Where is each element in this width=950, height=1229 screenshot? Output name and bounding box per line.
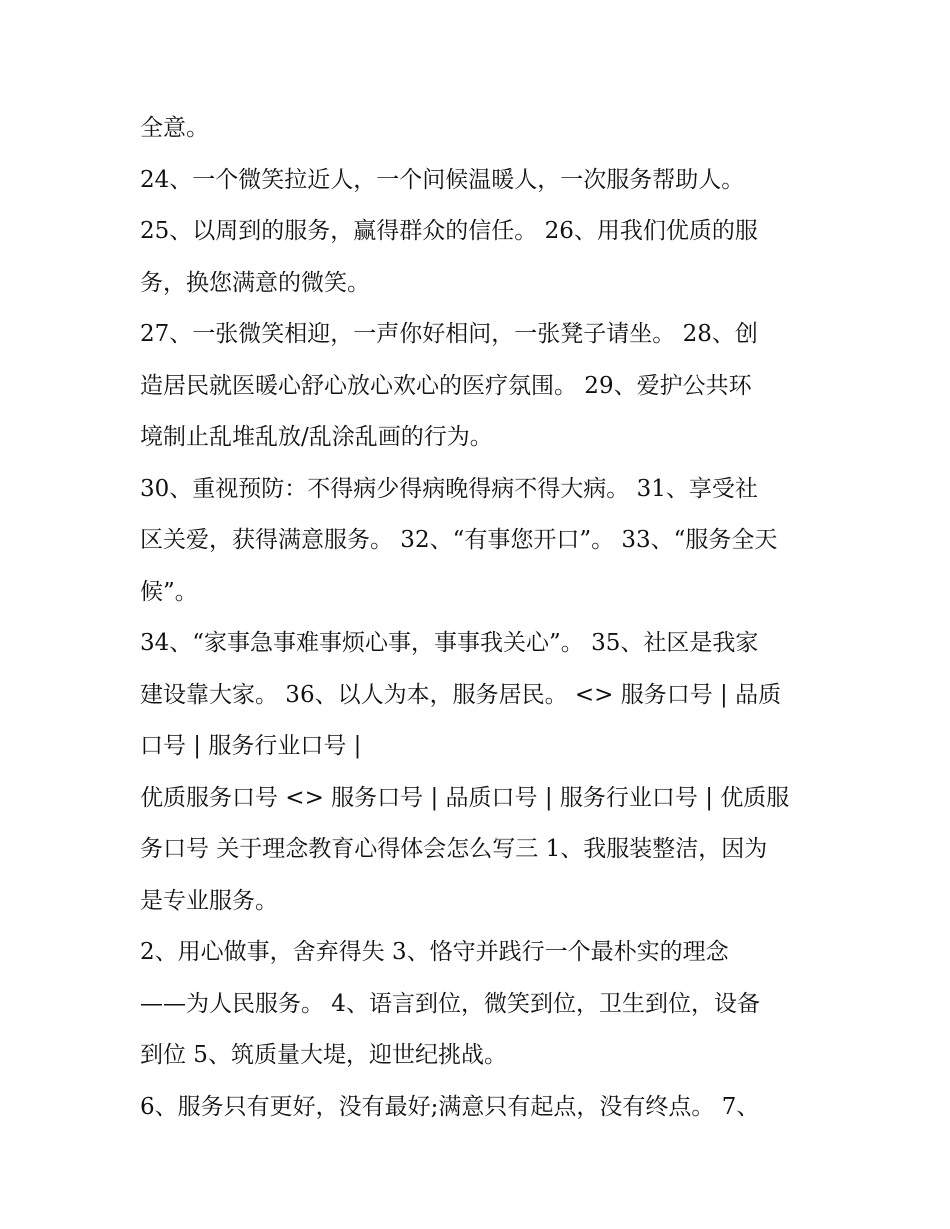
text-line: 务口号 关于理念教育心得体会怎么写三 1、我服装整洁，因为 xyxy=(140,836,768,862)
text-line: 全意。 xyxy=(140,115,209,141)
text-line: 务，换您满意的微笑。 xyxy=(140,269,370,296)
text-line: 到位 5、筑质量大堤，迎世纪挑战。 xyxy=(140,1042,507,1068)
text-line: 优质服务口号 <> 服务口号 | 品质口号 | 服务行业口号 | 优质服 xyxy=(140,784,790,811)
text-line: 2、用心做事，舍弃得失 3、恪守并践行一个最朴实的理念 xyxy=(140,939,729,965)
text-line: 6、服务只有更好，没有最好;满意只有起点，没有终点。 7、 xyxy=(140,1093,760,1120)
text-line: 34、“家事急事难事烦心事，事事我关心”。 35、社区是我家 xyxy=(140,630,759,656)
text-line: 25、以周到的服务，赢得群众的信任。 26、用我们优质的服 xyxy=(140,218,758,244)
text-line: 境制止乱堆乱放/乱涂乱画的行为。 xyxy=(140,424,493,450)
text-line: 候”。 xyxy=(140,578,198,605)
text-line: 区关爱，获得满意服务。 32、“有事您开口”。 33、“服务全天 xyxy=(140,527,778,553)
text-line: 27、一张微笑相迎，一声你好相问，一张凳子请坐。 28、创 xyxy=(140,321,758,347)
text-line: 是专业服务。 xyxy=(140,887,278,914)
text-line: 口号 | 服务行业口号 | xyxy=(140,733,362,759)
document-text xyxy=(140,103,820,1133)
text-line: 造居民就医暖心舒心放心欢心的医疗氛围。 29、爱护公共环 xyxy=(140,372,752,399)
text-line: 30、重视预防：不得病少得病晚得病不得大病。 31、享受社 xyxy=(140,475,758,502)
text-line: 建设靠大家。 36、以人为本，服务居民。 <> 服务口号 | 品质 xyxy=(140,681,782,708)
text-line: ——为人民服务。 4、语言到位，微笑到位，卫生到位，设备 xyxy=(140,990,760,1017)
text-line: 24、一个微笑拉近人，一个问候温暖人，一次服务帮助人。 xyxy=(140,166,745,193)
